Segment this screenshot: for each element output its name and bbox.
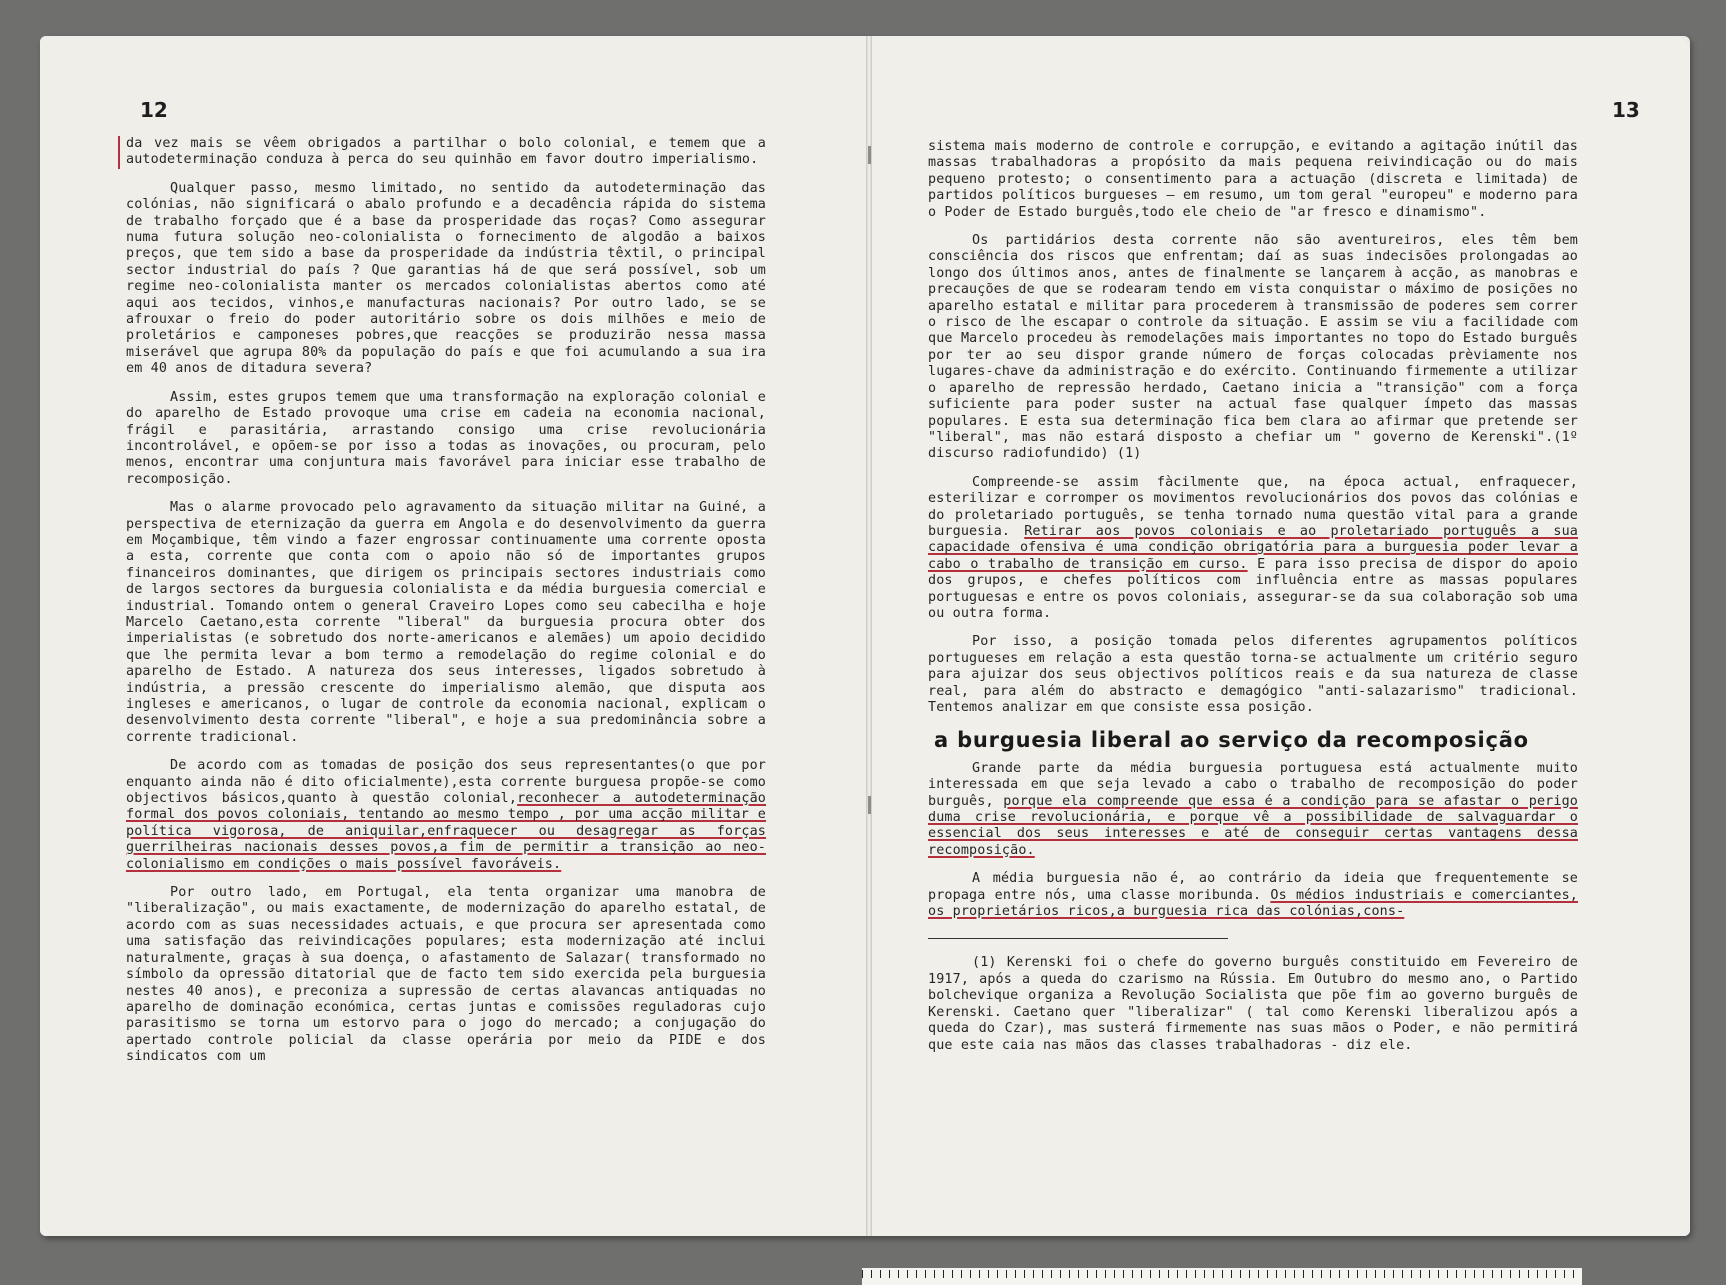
paragraph-text: A média burguesia não é, ao contrário da ideia que frequentemente se propaga entre nós, uma classe moribunda.: [928, 871, 1578, 903]
paragraph-text: De acordo com as tomadas de posição dos seus representantes(o que por enquanto ainda não é dito oficialmente),esta corrente burguesa propõe-se como objectivos básicos,quanto à questão colonial,: [126, 758, 766, 807]
paragraph: Qualquer passo, mesmo limitado, no sentido da autodeterminação das colónias, não significará o abalo profundo e a decadência rápida do sistema de trabalho forçado que é a base da prosperidade das roças? Como assegurar numa futura solução neo-colonialista o fornecimento de algodão a baixos preços, que tem sido a base da prosperidade da indústria têxtil, o principal sector industrial do país ? Que garantias há de que será possível, sob um regime neo-colonialista manter os mercados colonialistas abertos como até aqui aos tecidos, vinhos,e manufacturas nacionais? Por outro lado, se se afrouxar o freio do poder autoritário sobre os dois milhões e meio de proletários e camponeses pobres,que reacções se produzirão nessa massa miserável que agrupa 80% da população do país e que foi acumulando a sua ira em 40 anos de ditadura severa?: [126, 180, 766, 377]
paragraph: Assim, estes grupos temem que uma transformação na exploração colonial e do aparelho de Estado provoque uma crise em cadeia na economia nacional, frágil e parasitária, arrastando consigo uma crise revolucionária incontrolável, e opõem-se por isso a todas as inovações, ou procuram, pelo menos, encontrar uma conjuntura mais favorável para iniciar esse trabalho de recomposição.: [126, 389, 766, 487]
paragraph: Mas o alarme provocado pelo agravamento da situação militar na Guiné, a perspectiva de eternização da guerra em Angola e do desenvolvimento da guerra em Moçambique, têm vindo a fazer engrossar continuamente uma corrente oposta a esta, corrente que conta com o apoio não só de importantes grupos financeiros dominantes, que dirigem os principais sectores industriais como de largos sectores da burguesia colonialista e da média burguesia comercial e industrial. Tomando ontem o general Craveiro Lopes como seu cabecilha e hoje Marcelo Caetano,esta corrente "liberal" da burguesia procura obter dos imperialistas (e sobretudo dos norte-americanos e alemães) um apoio decidido que lhe permita levar a bom termo a remodelação do regime colonial e do aparelho de Estado. A natureza dos seus interesses, ligados sobretudo à indústria, a pressão crescente do imperialismo alemão, que disputa aos ingleses e americanos, o lugar de controle da economia nacional, explicam o desenvolvimento desta corrente "liberal", e hoje a sua predominância sobre a corrente tradicional.: [126, 500, 766, 745]
right-page-text: [928, 139, 1578, 1054]
staple: [868, 796, 871, 814]
paragraph: sistema mais moderno de controle e corrupção, e evitando a agitação inútil das massas trabalhadoras a propósito da mais pequena reivindicação ou do mais pequeno protesto; o consentimento para a actuação (discreta e limitada) de partidos políticos burgueses — em resumo, um tom geral "europeu" e moderno para o Poder de Estado burguês,todo ele cheio de "ar fresco e dinamismo".: [928, 139, 1578, 220]
left-page: [40, 36, 866, 1236]
paragraph: Por outro lado, em Portugal, ela tenta organizar uma manobra de "liberalização", ou mais exactamente, de modernização do aparelho estatal, de acordo com as suas necessidades actuais, e que procura ser apresentada como uma satisfação das reivindicações populares; esta modernização até inclui naturalmente, graças à sua doença, o afastamento de Salazar( transformado no símbolo da opressão ditatorial que de facto tem sido exercida pela burguesia nestes 40 anos), e preconiza a supressão de certas alavancas antiquadas no aparelho de dominação económica, certas juntas e comissões reguladoras cujo parasitismo se torna um estorvo para o jogo do mercado; a conjugação do apertado controle policial da classe operária por meio da PIDE e dos sindicatos com um: [126, 885, 766, 1065]
paragraph: [928, 761, 1578, 859]
paragraph: Os partidários desta corrente não são aventureiros, eles têm bem consciência dos riscos que enfrentam; daí as suas indecisões prolongadas ao longo dos últimos anos, antes de finalmente se lançarem à acção, as manobras e precauções de que se rodearam tendo em vista conquistar o máximo de posições no aparelho estatal e militar para procederem à transmissão de poderes sem correr o risco de lhe escapar o controle da situação. E assim se viu a facilidade com que Marcelo procedeu às remodelações mais importantes no topo do Estado burguês por ter ao seu dispor grande número de forças colocadas prèviamente nos lugares-chave da administração e do exército. Continuando firmemente a utilizar o aparelho de repressão herdado, Caetano inicia a "transição" com a força suficiente para poder suster na actual fase qualquer ímpeto das massas populares. E esta sua determinação fica bem clara ao afirmar que pretende ser "liberal", mas não estará disposto a chefiar um " governo de Kerenski".(1º discurso radiofundido) (1): [928, 233, 1578, 462]
underlined-passage: Retirar aos povos coloniais e ao proletariado português a sua capacidade ofensiva é uma condição obrigatória para a burguesia poder levar a cabo o trabalho de transição em curso.: [928, 523, 1578, 572]
paragraph: [126, 758, 766, 873]
underlined-passage: reconhecer a autodeterminação formal dos povos coloniais, tentando ao mesmo tempo , por uma acção militar e política vigorosa, de aniquilar,enfraquecer ou desagregar as forças guerrilheiras nacionais desses povos,a fim de permitir a transição ao neo-colonialismo em condições o mais possível favoráveis.: [126, 791, 766, 872]
paragraph-text: E para isso precisa de dispor do apoio dos grupos, e chefes políticos com influência entre as massas populares portuguesas e entre os povos coloniais, assegurar-se da sua colaboração sob uma ou outra forma.: [928, 556, 1578, 621]
section-heading: a burguesia liberal ao serviço da recomposição: [934, 728, 1529, 753]
staple: [868, 146, 871, 164]
paragraph: [928, 475, 1578, 623]
paragraph: [928, 871, 1578, 920]
footnote: (1) Kerenski foi o chefe do governo burguês constituido em Fevereiro de 1917, após a queda do czarismo na Rússia. Em Outubro do mesmo ano, o Partido bolchevique organiza a Revolução Socialista que põe fim ao governo burguês de Kerenski. Caetano quer "liberalizar" ( tal como Kerenski liberalizou após a queda do Czar), mas susterá firmemente nas suas mãos o Poder, e não permitirá que este caia nas mãos das classes trabalhadoras - diz ele.: [928, 955, 1578, 1053]
page-number-right: 13: [1612, 98, 1640, 122]
underlined-passage: porque ela compreende que essa é a condição para se afastar o perigo duma crise revolucionária, e porque vê a possibilidade de salvaguardar o essencial dos seus interesses e até de conseguir certas vantagens dessa recomposição.: [928, 793, 1578, 858]
open-booklet: [40, 36, 1690, 1236]
left-page-text: [126, 136, 766, 1078]
paragraph: da vez mais se vêem obrigados a partilhar o bolo colonial, e temem que a autodeterminação conduza à perca do seu quinhão em favor doutro imperialismo.: [118, 136, 766, 169]
paragraph: Por isso, a posição tomada pelos diferentes agrupamentos políticos portugueses em relação a esta questão torna-se actualmente um critério seguro para ajuizar dos seus objectivos políticos reais e da sua natureza de classe real, para além do abstracto e demagógico "anti-salazarismo" tradicional. Tentemos analizar em que consiste essa posição.: [928, 634, 1578, 715]
footnote-divider: [928, 938, 1228, 939]
underlined-passage: Os médios industriais e comerciantes, os proprietários ricos,a burguesia rica das colónias,cons-: [928, 887, 1578, 920]
scan-ruler: [862, 1268, 1582, 1285]
right-page: [872, 36, 1690, 1236]
paragraph-text: Compreende-se assim fàcilmente que, na época actual, enfraquecer, esterilizar e corromper os movimentos revolucionários dos povos das colónias e do proletariado português, se tenha tornado numa questão vital para a grande burguesia.: [928, 474, 1578, 539]
page-number-left: 12: [140, 98, 168, 122]
paragraph-text: Grande parte da média burguesia portuguesa está actualmente muito interessada em que seja levado a cabo o trabalho de recomposição do poder burguês,: [928, 760, 1578, 809]
